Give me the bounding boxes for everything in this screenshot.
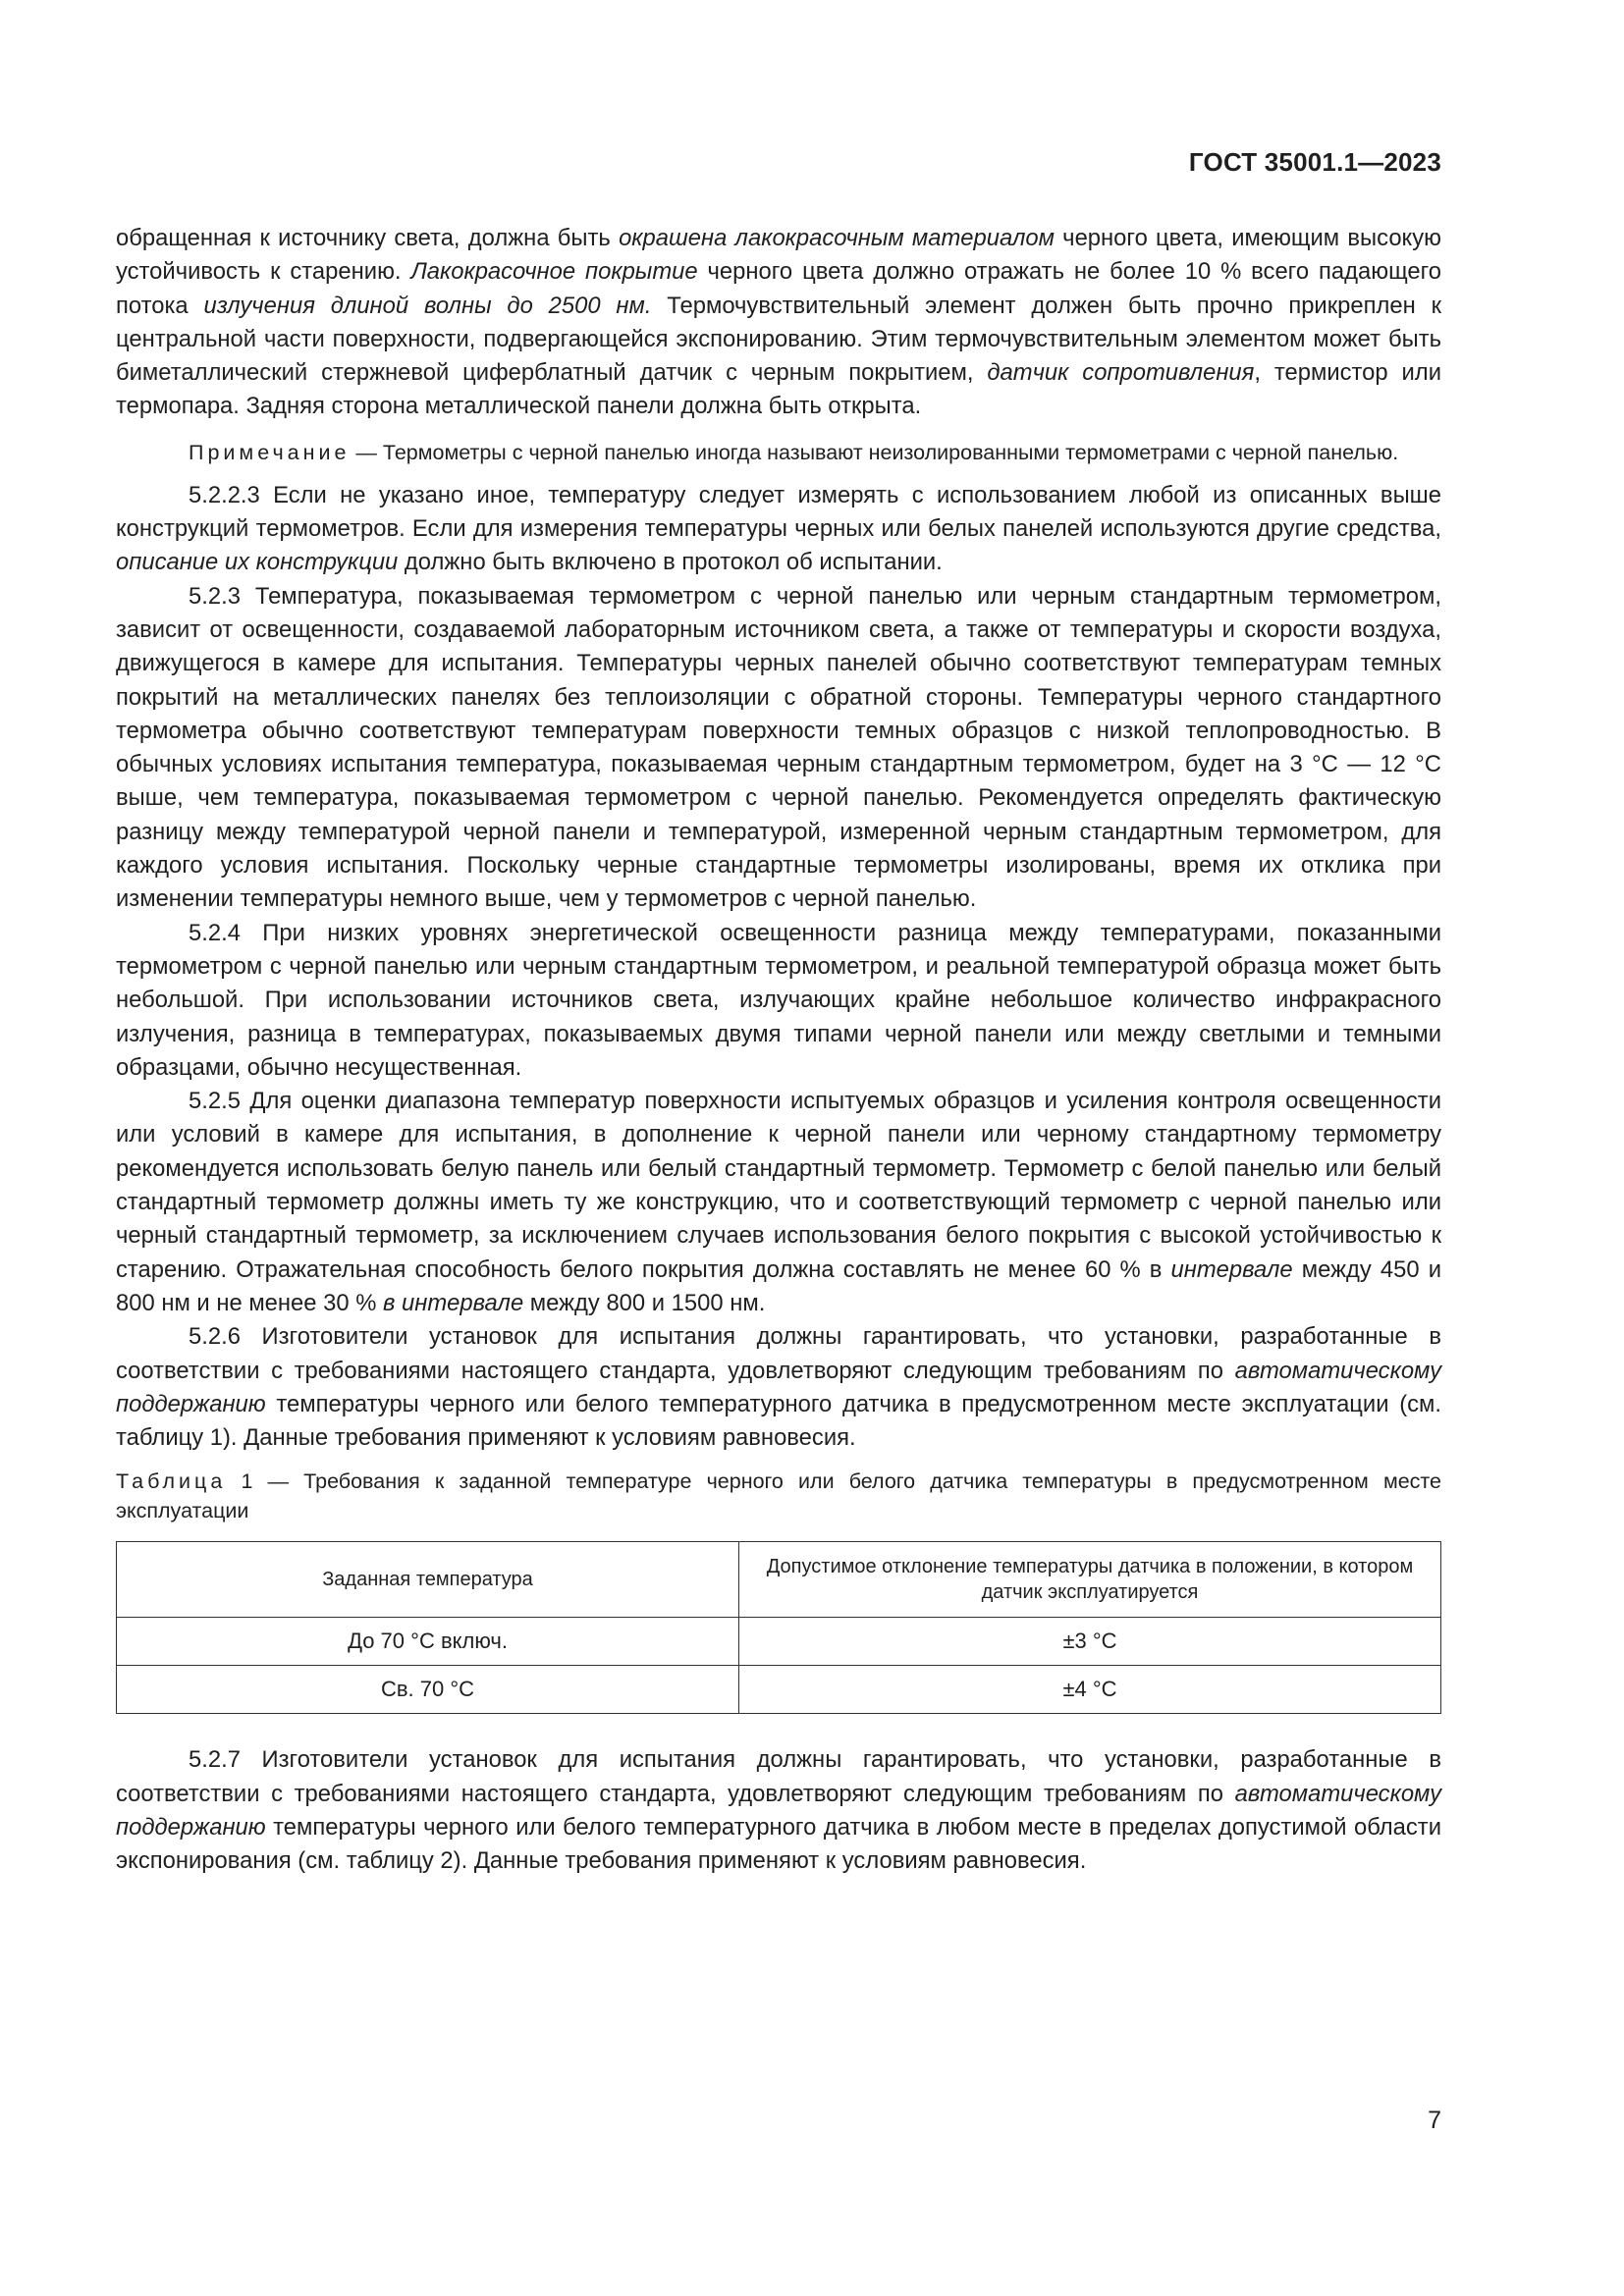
col-header-allowed-deviation: Допустимое отклонение температуры датчика в положении, в котором датчик эксплуатируется [739, 1542, 1441, 1618]
paragraph-5-2-3: 5.2.3 Температура, показываемая термометром с черной панелью или черным стандартным термометром, зависит от освещенности, создаваемой лабораторным источником света, а также от температуры и скорости воздуха, движущегося в камере для испытания. Температуры черных панелей обычно соответствуют температурам темных покрытий на металлических панелях без теплоизоляции с обратной стороны. Температуры черного стандартного термометра обычно соответствуют температурам поверхности темных образцов с низкой теплопроводностью. В обычных условиях испытания температура, показываемая черным стандартным термометром, будет на 3 °C — 12 °C выше, чем температура, показываемая термометром с черной панелью. Рекомендуется определять фактическую разницу между температурой черной панели и температурой, измеренной черным стандартным термометром, для каждого условия испытания. Поскольку черные стандартные термометры изолированы, время их отклика при изменении температуры немного выше, чем у термометров с черной панелью. [116, 582, 1441, 913]
paragraph-5-2-5: 5.2.5 Для оценки диапазона температур поверхности испытуемых образцов и усиления контроля освещенности или условий в камере для испытания, в дополнение к черной панели или черному стандартному термометру рекомендуется использовать белую панель или белый стандартный термометр. Термометр с белой панелью или белый стандартный термометр должны иметь ту же конструкцию, что и соответствующий термометр с черной панелью или черный стандартный термометр, за исключением случаев использования белого покрытия с высокой устойчивостью к старению. Отражательная способность белого покрытия должна составлять не менее 60 % в интервале между 450 и 800 нм и не менее 30 % в интервале между 800 и 1500 нм. [116, 1088, 1441, 1316]
paragraph-5-2-2-3: 5.2.2.3 Если не указано иное, температуру следует измерять с использованием любой из описанных выше конструкций термометров. Если для измерения температуры черных или белых панелей используются другие средства, описание их конструкции должно быть включено в протокол об испытании. [116, 481, 1441, 576]
document-number-header: ГОСТ 35001.1—2023 [1188, 147, 1441, 177]
table-label: Таблица [116, 1469, 227, 1494]
table-1 [116, 1541, 1441, 1714]
table-caption-text: 1 — Требования к заданной температуре черного или белого датчика температуры в предусмотренном месте эксплуатации [116, 1469, 1441, 1523]
table-cell-deviation: ±4 °С [739, 1666, 1441, 1714]
table-cell-temperature: До 70 °С включ. [117, 1618, 739, 1666]
table-cell-temperature: Св. 70 °С [117, 1666, 739, 1714]
note-label: Примечание [189, 440, 351, 464]
col-header-set-temperature: Заданная температура [117, 1542, 739, 1618]
table-row [117, 1618, 1441, 1666]
paragraph-5-2-4: 5.2.4 При низких уровнях энергетической освещенности разница между температурами, показанными термометром с черной панелью или черным стандартным термометром, и реальной температурой образца может быть небольшой. При использовании источников света, излучающих крайне небольшое количество инфракрасного излучения, разница в температурах, показываемых двумя типами черной панели или между светлыми и темными образцами, обычно несущественная. [116, 919, 1441, 1081]
page-body [116, 222, 1441, 1879]
paragraph-5-2-6: 5.2.6 Изготовители установок для испытания должны гарантировать, что установки, разработанные в соответствии с требованиями настоящего стандарта, удовлетворяют следующим требованиям по автоматическому поддержанию температуры черного или белого температурного датчика в предусмотренном месте эксплуатации (см. таблицу 1). Данные требования применяют к условиям равновесия. [116, 1323, 1441, 1452]
table-cell-deviation: ±3 °С [739, 1618, 1441, 1666]
note-text: — Термометры с черной панелью иногда называют неизолированными термометрами с черной панелью. [350, 440, 1399, 464]
table-row [117, 1666, 1441, 1714]
paragraph-5-2-7: 5.2.7 Изготовители установок для испытания должны гарантировать, что установки, разработанные в соответствии с требованиями настоящего стандарта, удовлетворяют следующим требованиям по автоматическому поддержанию температуры черного или белого температурного датчика в любом месте в пределах допустимой области экспонирования (см. таблицу 2). Данные требования применяют к условиям равновесия. [116, 1746, 1441, 1875]
note-paragraph [116, 438, 1441, 467]
table-header-row [117, 1542, 1441, 1618]
table-1-caption [116, 1467, 1441, 1525]
paragraph-continuation: обращенная к источнику света, должна быть окрашена лакокрасочным материалом черного цвета, имеющим высокую устойчивость к старению. Лакокрасочное покрытие черного цвета должно отражать не более 10 % всего падающего потока излучения длиной волны до 2500 нм. Термочувствительный элемент должен быть прочно прикреплен к центральной части поверхности, подвергающейся экспонированию. Этим термочувствительным элементом может быть биметаллический стержневой циферблатный датчик с черным покрытием, датчик сопротивления, термистор или термопара. Задняя сторона металлической панели должна быть открыта. [116, 225, 1442, 420]
page-number: 7 [1428, 2107, 1441, 2134]
